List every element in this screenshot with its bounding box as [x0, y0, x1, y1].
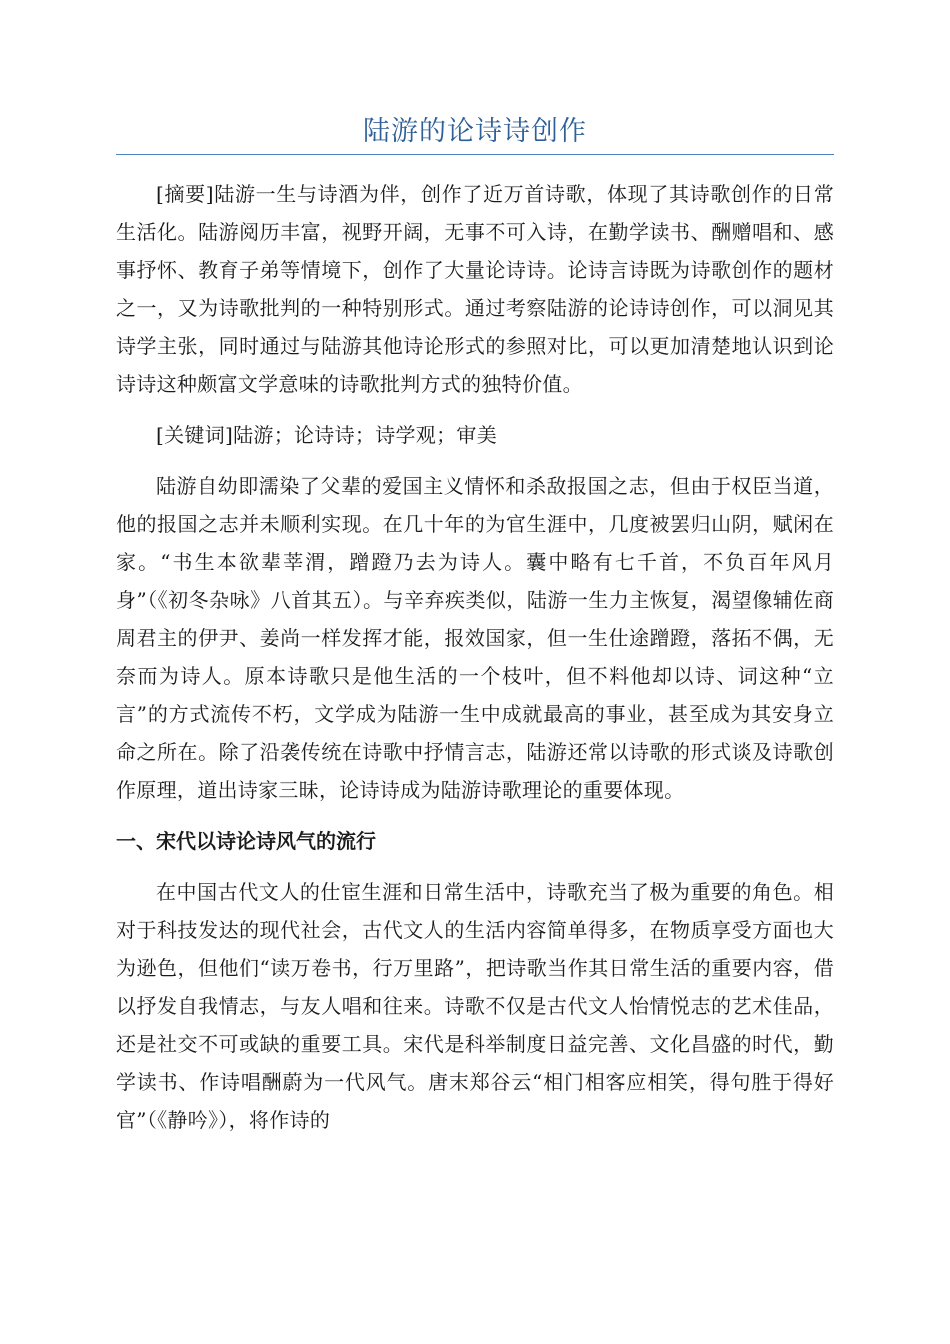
- section-heading: 一、宋代以诗论诗风气的流行: [116, 829, 376, 853]
- document-title: 陆游的论诗诗创作: [363, 116, 587, 147]
- title-underline: [116, 154, 834, 155]
- keywords-paragraph: [关键词]陆游；论诗诗；诗学观；审美: [156, 423, 498, 447]
- section-paragraph: 在中国古代文人的仕宦生涯和日常生活中，诗歌充当了极为重要的角色。相对于科技发达的现代社会，古代文人的生活内容简单得多，在物质享受方面也大为逊色，但他们“读万卷书，行万里路”，把诗歌当作其日常生活的重要内容，借以抒发自我情志，与友人唱和往来。诗歌不仅是古代文人怡情悦志的艺术佳品，还是社交不可或缺的重要工具。宋代是科举制度日益完善、文化昌盛的时代，勤学读书、作诗唱酬蔚为一代风气。唐末郑谷云“相门相客应相笑，得句胜于得好官”（《静吟》），将作诗的: [116, 880, 834, 1132]
- document-body: [116, 175, 834, 1139]
- intro-paragraph: 陆游自幼即濡染了父辈的爱国主义情怀和杀敌报国之志，但由于权臣当道，他的报国之志并未顺利实现。在几十年的为官生涯中，几度被罢归山阴，赋闲在家。“书生本欲辈莘渭，蹭蹬乃去为诗人。囊中略有七千首，不负百年风月身”（《初冬杂咏》八首其五）。与辛弃疾类似，陆游一生力主恢复，渴望像辅佐商周君主的伊尹、姜尚一样发挥才能，报效国家，但一生仕途蹭蹬，落拓不偶，无奈而为诗人。原本诗歌只是他生活的一个枝叶，但不料他却以诗、词这种“立言”的方式流传不朽，文学成为陆游一生中成就最高的事业，甚至成为其安身立命之所在。除了沿袭传统在诗歌中抒情言志，陆游还常以诗歌的形式谈及诗歌创作原理，道出诗家三昧，论诗诗成为陆游诗歌理论的重要体现。: [116, 474, 834, 802]
- abstract-paragraph: [摘要]陆游一生与诗酒为伴，创作了近万首诗歌，体现了其诗歌创作的日常生活化。陆游阅历丰富，视野开阔，无事不可入诗，在勤学读书、酬赠唱和、感事抒怀、教育子弟等情境下，创作了大量论诗诗。论诗言诗既为诗歌创作的题材之一，又为诗歌批判的一种特别形式。通过考察陆游的论诗诗创作，可以洞见其诗学主张，同时通过与陆游其他诗论形式的参照对比，可以更加清楚地认识到论诗诗这种颇富文学意味的诗歌批判方式的独特价值。: [116, 182, 834, 396]
